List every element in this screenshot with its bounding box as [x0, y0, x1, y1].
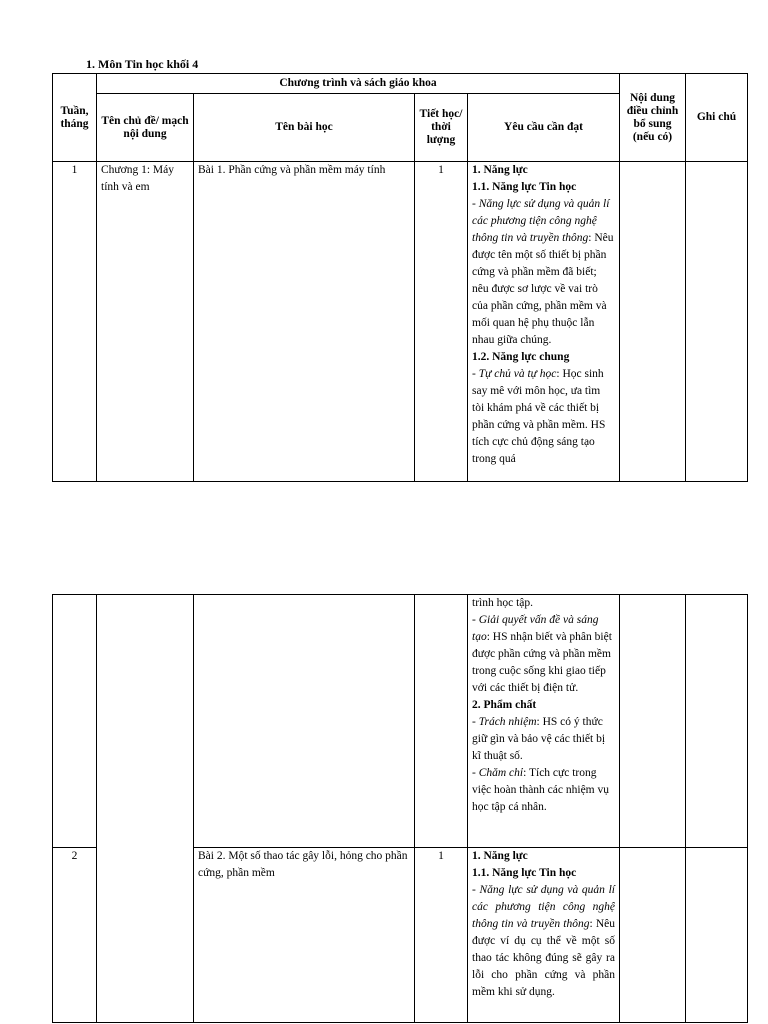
row2-week: 2: [53, 848, 97, 1023]
header-noi-dung-dieu-chinh: Nội dung điều chỉnh bổ sung (nếu có): [620, 74, 686, 162]
row2-requirements: [468, 848, 620, 1023]
header-tiet-hoc: Tiết học/ thời lượng: [415, 94, 468, 162]
curriculum-table-page-1: [52, 73, 748, 482]
req-heading-pham-chat: 2. Phẩm chất: [472, 699, 537, 711]
req-label: - Giải quyết vấn đề và sáng tạo: [472, 614, 599, 643]
header-ghi-chu: Ghi chú: [686, 74, 748, 162]
row1-week-cont: [53, 595, 97, 848]
row1-periods-cont: [415, 595, 468, 848]
req-text: : HS có ý thức giữ gìn và bảo vệ các thiết bị kĩ thuật số.: [472, 716, 606, 762]
req-heading-nang-luc: 1. Năng lực: [472, 850, 528, 862]
page-title: 1. Môn Tin học khối 4: [86, 57, 199, 71]
req-text: : Tích cực trong việc hoàn thành các nhiệm vụ học tập cá nhân.: [472, 767, 609, 813]
req-heading-nang-luc-chung: 1.2. Năng lực chung: [472, 351, 570, 363]
header-ten-chu-de: Tên chủ đề/ mạch nội dung: [97, 94, 194, 162]
row1-note-cont: [686, 595, 748, 848]
row1-lesson: Bài 1. Phần cứng và phần mềm máy tính: [194, 162, 415, 482]
curriculum-table-page-2: [52, 594, 748, 1023]
req-label: - Tự chủ và tự học: [472, 368, 557, 380]
row1-adjustment-cont: [620, 595, 686, 848]
row1-lesson-cont: [194, 595, 415, 848]
row1-adjustment: [620, 162, 686, 482]
header-ten-bai-hoc: Tên bài học: [194, 94, 415, 162]
header-chuong-trinh: Chương trình và sách giáo khoa: [97, 74, 620, 94]
row2-note: [686, 848, 748, 1023]
row1-requirements-cont: [468, 595, 620, 848]
req-label: - Năng lực sử dụng và quản lí các phương tiện công nghệ thông tin và truyền thông: [472, 198, 610, 244]
req-heading-tin-hoc: 1.1. Năng lực Tin học: [472, 181, 577, 193]
row2-adjustment: [620, 848, 686, 1023]
row2-lesson: Bài 2. Một số thao tác gây lỗi, hỏng cho phần cứng, phần mềm: [194, 848, 415, 1023]
req-label: - Năng lực sử dụng và quản lí các phương tiện công nghệ thông tin và truyền thông: [472, 884, 615, 930]
header-yeu-cau: Yêu cầu cần đạt: [468, 94, 620, 162]
req-text: : Nêu được ví dụ cụ thể về một số thao tác không đúng sẽ gây ra lỗi cho phần cứng và phần mềm khi sử dụng.: [472, 918, 615, 998]
row1-note: [686, 162, 748, 482]
row1-periods: 1: [415, 162, 468, 482]
req-label: - Chăm chỉ: [472, 767, 524, 779]
req-text: : HS nhận biết và phân biệt được phần cứng và phần mềm trong cuộc sống khi giao tiếp với các thiết bị điện tử.: [472, 631, 612, 694]
req-text: : Nêu được tên một số thiết bị phần cứng và phần mềm đã biết; nêu được sơ lược về vai trò của phần cứng, phần mềm và mối quan hệ phụ thuộc lẫn nhau giữa chúng.: [472, 232, 614, 346]
header-tuan-thang: Tuần, tháng: [53, 74, 97, 162]
row2-periods: 1: [415, 848, 468, 1023]
row1-week: 1: [53, 162, 97, 482]
req-heading-tin-hoc: 1.1. Năng lực Tin học: [472, 867, 577, 879]
req-text: trình học tập.: [472, 597, 533, 609]
req-text: : Học sinh say mê với môn học, ưa tìm tòi khám phá về các thiết bị phần cứng và phần mềm. HS tích cực chủ động sáng tạo trong quá: [472, 368, 606, 465]
req-heading-nang-luc: 1. Năng lực: [472, 164, 528, 176]
req-label: - Trách nhiệm: [472, 716, 537, 728]
row-topic-cont: [97, 595, 194, 1023]
row1-topic: Chương 1: Máy tính và em: [97, 162, 194, 482]
row1-requirements: [468, 162, 620, 482]
